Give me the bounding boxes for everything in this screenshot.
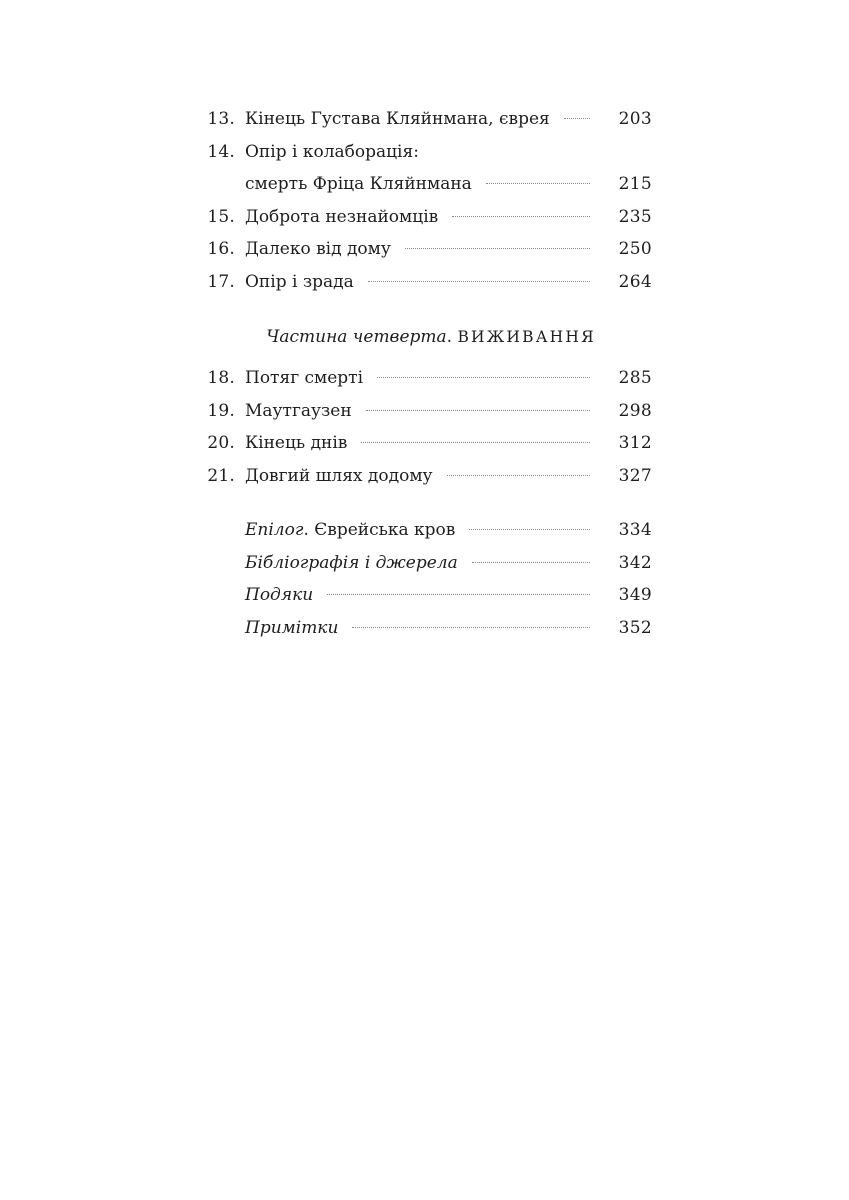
toc-entry-chapter-19[interactable] <box>200 395 652 428</box>
toc-entry-chapter-15[interactable] <box>200 201 652 234</box>
part-label: Частина четверта <box>266 327 447 347</box>
toc-entry-chapter-21[interactable] <box>200 460 652 493</box>
page-number: 250 <box>618 239 652 259</box>
page-number: 264 <box>618 271 652 292</box>
chapter-number: 16. <box>207 239 235 259</box>
part-heading <box>200 321 652 353</box>
toc-entry-bibliography[interactable] <box>200 547 652 580</box>
chapter-number: 18. <box>207 368 235 388</box>
chapter-title: Опір і зрада <box>245 271 354 292</box>
dot-leader <box>452 216 590 217</box>
dot-leader <box>472 562 590 563</box>
dot-leader <box>564 118 590 119</box>
chapter-title: Доброта незнайомців <box>245 206 439 227</box>
page-number: 352 <box>618 617 652 638</box>
chapter-number: 15. <box>207 206 235 227</box>
part-separator: . <box>446 327 458 347</box>
entry-title: Примітки <box>245 617 339 638</box>
page-number: 342 <box>618 552 652 573</box>
entry-title-rest: . Єврейська кров <box>303 520 456 540</box>
page-number: 203 <box>618 109 652 129</box>
page-number: 312 <box>618 433 652 453</box>
toc-entry-notes[interactable] <box>200 612 652 645</box>
toc-entry-chapter-14[interactable] <box>200 136 652 201</box>
dot-leader <box>377 377 590 378</box>
chapter-title: Кінець днів <box>245 433 348 453</box>
toc-entry-chapter-16[interactable] <box>200 233 652 266</box>
chapter-title: Кінець Густава Кляйнмана, єврея <box>245 109 550 129</box>
toc-entry-epilogue[interactable] <box>200 514 652 547</box>
chapter-number: 14. <box>207 141 235 162</box>
dot-leader <box>469 529 590 530</box>
entry-title: Бібліографія і джерела <box>245 552 458 573</box>
page-number: 334 <box>618 520 652 540</box>
chapter-number: 17. <box>207 271 235 292</box>
chapter-title: Далеко від дому <box>245 239 391 259</box>
chapter-title-line1: Опір і колаборація: <box>245 141 419 162</box>
entry-title: Подяки <box>245 585 314 605</box>
chapter-number: 19. <box>207 400 235 421</box>
table-of-contents <box>200 103 652 644</box>
toc-entry-chapter-18[interactable] <box>200 362 652 395</box>
chapter-number: 20. <box>207 433 235 453</box>
dot-leader <box>366 410 590 411</box>
chapter-title: Довгий шлях додому <box>245 465 433 486</box>
page-number: 235 <box>618 206 652 227</box>
toc-entry-acknowledgements[interactable] <box>200 579 652 612</box>
toc-entry-chapter-13[interactable] <box>200 103 652 136</box>
page-number: 349 <box>618 585 652 605</box>
dot-leader <box>447 475 590 476</box>
entry-title-italic: Епілог <box>245 520 304 540</box>
entry-title <box>245 514 455 547</box>
page-number: 298 <box>618 400 652 421</box>
back-matter <box>200 514 652 644</box>
dot-leader <box>486 183 590 184</box>
dot-leader <box>352 627 590 628</box>
toc-entry-chapter-17[interactable] <box>200 266 652 299</box>
page-number: 285 <box>618 368 652 388</box>
dot-leader <box>368 281 590 282</box>
toc-entry-chapter-20[interactable] <box>200 427 652 460</box>
dot-leader <box>361 442 590 443</box>
chapter-number: 13. <box>207 109 235 129</box>
page-number: 327 <box>618 465 652 486</box>
dot-leader <box>327 594 590 595</box>
chapter-number: 21. <box>207 465 235 486</box>
page-number: 215 <box>618 174 652 194</box>
chapter-title-line2: смерть Фріца Кляйнмана <box>245 174 472 194</box>
part-name: ВИЖИВАННЯ <box>457 328 596 346</box>
chapter-title: Маутгаузен <box>245 400 352 421</box>
dot-leader <box>405 248 590 249</box>
chapter-title: Потяг смерті <box>245 368 364 388</box>
